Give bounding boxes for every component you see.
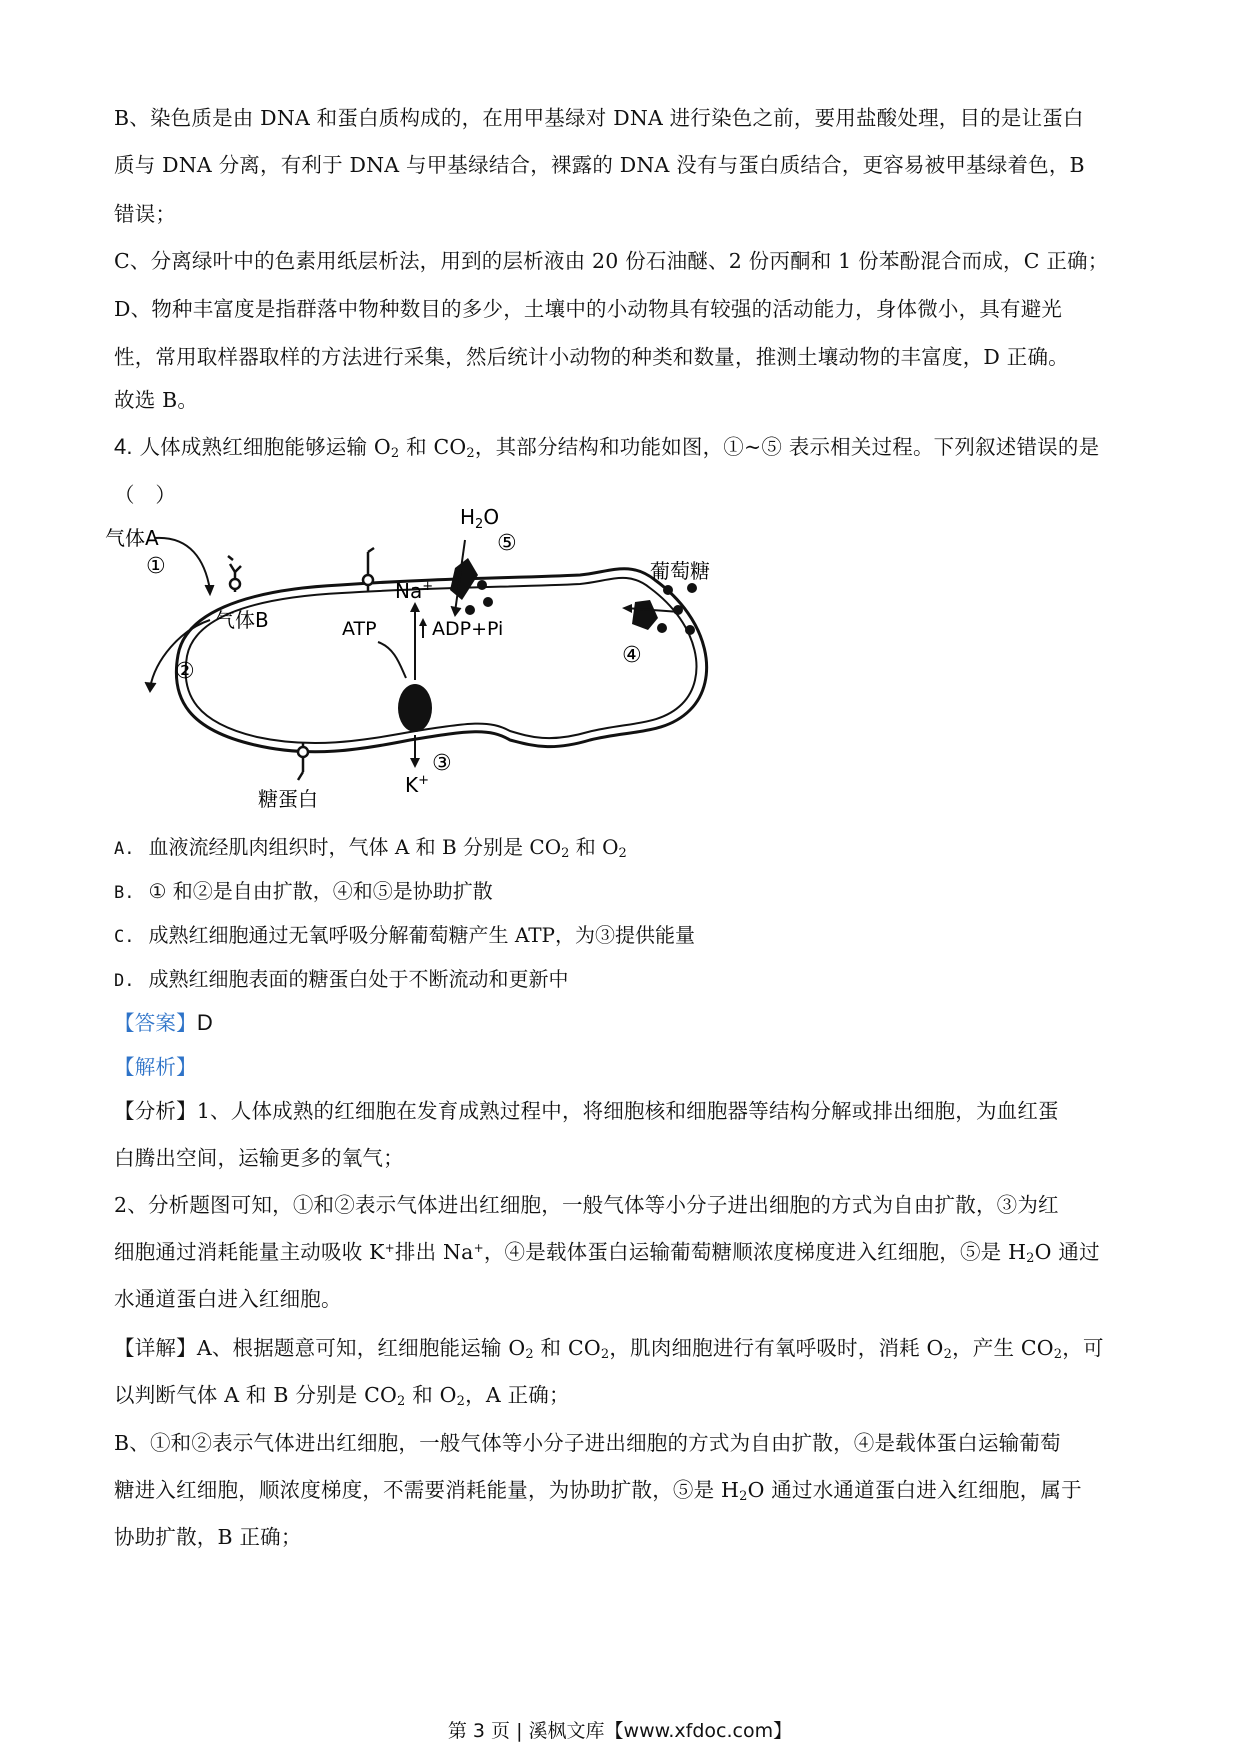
option-a: A. 血液流经肌肉组织时，气体 A 和 B 分别是 $CO_2$ 和 $O_2$ <box>114 835 627 861</box>
text-line: C、分离绿叶中的色素用纸层析法，用到的层析液由 20 份石油醚、2 份丙酮和 1 份苯酚混合而成，C 正确； <box>114 249 1109 273</box>
label-process-5: ⑤ <box>497 531 517 556</box>
glucose-carrier-protein <box>632 600 658 630</box>
page-footer: 第 3 页 | 溪枫文库【www.xfdoc.com】 <box>447 1720 793 1742</box>
question-number: 4. <box>114 434 133 459</box>
label-k: K+ <box>405 773 430 797</box>
label-h2o: $H_2O$ <box>460 505 500 532</box>
label-process-1: ① <box>146 554 166 579</box>
text-line: B、①和②表示气体进出红细胞，一般气体等小分子进出细胞的方式为自由扩散，④是载体蛋白运输葡萄 <box>114 1431 1061 1455</box>
label-na: Na+ <box>395 579 434 603</box>
sodium-potassium-pump <box>398 684 432 732</box>
answer-line <box>114 1008 1134 1038</box>
label-gas-a: 气体A <box>105 526 159 550</box>
glucose-molecules-outside <box>657 583 697 635</box>
label-glycoprotein: 糖蛋白 <box>258 787 318 811</box>
answer-blank: （ ） <box>114 483 177 507</box>
label-process-4: ④ <box>622 643 642 668</box>
label-adp-pi: ADP+Pi <box>432 618 504 640</box>
text-line: 故选 B。 <box>114 388 199 412</box>
text-line: 2、分析题图可知，①和②表示气体进出红细胞，一般气体等小分子进出细胞的方式为自由扩散，③为红 <box>114 1193 1059 1217</box>
text-line: 以判断气体 A 和 B 分别是 $CO_2$ 和 $O_2$，A 正确； <box>114 1383 570 1409</box>
label-gas-b: 气体B <box>215 608 269 632</box>
label-process-3: ③ <box>432 751 452 776</box>
text-line: D、物种丰富度是指群落中物种数目的多少，土壤中的小动物具有较强的活动能力，身体微小，具有避光 <box>114 297 1063 321</box>
analysis-heading: 【解析】 <box>114 1055 197 1079</box>
glycoprotein-top-mid <box>363 548 374 592</box>
label-process-2: ② <box>175 659 195 684</box>
aquaporin-channel <box>450 558 478 600</box>
option-b: B. ① 和②是自由扩散，④和⑤是协助扩散 <box>114 879 493 903</box>
text-line: 错误； <box>114 202 177 226</box>
answer-label: 【答案】 <box>114 1011 197 1035</box>
text-line: 水通道蛋白进入红细胞。 <box>114 1287 342 1311</box>
text-line: 协助扩散，B 正确； <box>114 1525 302 1549</box>
label-atp: ATP <box>342 618 377 640</box>
glycoprotein-top-left <box>228 520 241 592</box>
label-glucose: 葡萄糖 <box>650 559 710 583</box>
option-d: D. 成熟红细胞表面的糖蛋白处于不断流动和更新中 <box>114 967 569 991</box>
red-blood-cell-diagram <box>105 505 710 811</box>
cell-membrane-inner <box>186 578 697 743</box>
text-line: 【分析】1、人体成熟的红细胞在发育成熟过程中，将细胞核和细胞器等结构分解或排出细胞，为血红蛋 <box>114 1099 1059 1123</box>
option-c: C. 成熟红细胞通过无氧呼吸分解葡萄糖产生 ATP，为③提供能量 <box>114 923 695 947</box>
text-line: 白腾出空间，运输更多的氧气； <box>114 1146 404 1170</box>
text-line: 细胞通过消耗能量主动吸收 K+排出 Na+，④是载体蛋白运输葡萄糖顺浓度梯度进入红细胞，⑤是 $H_2O$ 通过 <box>114 1240 1100 1266</box>
text-line: B、染色质是由 DNA 和蛋白质构成的，在用甲基绿对 DNA 进行染色之前，要用盐酸处理，目的是让蛋白 <box>114 106 1084 130</box>
text-line: 糖进入红细胞，顺浓度梯度，不需要消耗能量，为协助扩散，⑤是 $H_2O$ 通过水通道蛋白进入红细胞，属于 <box>114 1478 1082 1504</box>
answer-value: D <box>196 1010 213 1035</box>
glycoprotein-bottom <box>298 742 308 780</box>
text-line: 性，常用取样器取样的方法进行采集，然后统计小动物的种类和数量，推测土壤动物的丰富度，D 正确。 <box>114 345 1069 369</box>
text-line: 质与 DNA 分离，有利于 DNA 与甲基绿结合，裸露的 DNA 没有与蛋白质结合，更容易被甲基绿着色，B <box>114 153 1085 177</box>
question-stem: 4. 人体成熟红细胞能够运输 $O_2$ 和 $CO_2$，其部分结构和功能如图，①~⑤ 表示相关过程。下列叙述错误的是 <box>114 434 1100 461</box>
text-line: 【详解】A、根据题意可知，红细胞能运输 $O_2$ 和 $CO_2$，肌肉细胞进行有氧呼吸时，消耗 $O_2$，产生 $CO_2$，可 <box>114 1336 1104 1362</box>
